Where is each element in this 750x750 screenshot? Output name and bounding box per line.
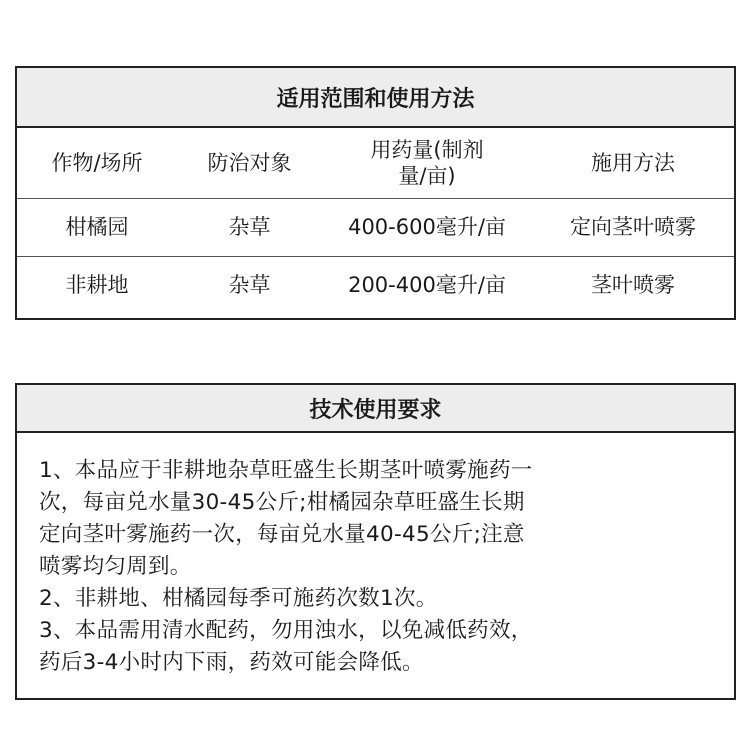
cell-method: 茎叶喷雾 [591,273,675,298]
cell-dosage: 200-400毫升/亩 [348,273,506,298]
requirements-line: 2、非耕地、柑橘园每季可施药次数1次。 [39,586,438,611]
requirements-line: 药后3-4小时内下雨，药效可能会降低。 [39,650,424,675]
cell-target: 杂草 [228,273,271,298]
cell-target: 杂草 [177,198,322,256]
table-row [17,198,734,256]
usage-section [15,66,736,320]
requirements-line: 3、本品需用清水配药，勿用浊水，以免减低药效， [39,618,533,643]
requirements-line: 定向茎叶雾施药一次，每亩兑水量40-45公斤;注意 [39,522,525,547]
cell-crop: 柑橘园 [17,198,177,256]
cell-crop: 非耕地 [65,273,129,298]
usage-section-title: 适用范围和使用方法 [17,68,734,128]
usage-table-header-row [17,128,734,198]
table-row [17,256,734,314]
header-method: 施用方法 [532,128,734,198]
header-target: 防治对象 [177,128,322,198]
header-dosage-line1: 用药量(制剂 [370,137,484,162]
requirements-text [17,433,734,679]
usage-table [17,128,734,314]
header-crop: 作物/场所 [17,128,177,198]
header-dosage-line2: 量/亩) [398,163,456,188]
cell-dosage: 400-600毫升/亩 [322,198,532,256]
requirements-line: 次，每亩兑水量30-45公斤;柑橘园杂草旺盛生长期 [39,490,525,515]
requirements-section [15,383,736,700]
cell-method: 定向茎叶喷雾 [532,198,734,256]
requirements-line: 1、本品应于非耕地杂草旺盛生长期茎叶喷雾施药一 [39,458,533,483]
requirements-section-title: 技术使用要求 [17,385,734,433]
header-dosage [322,128,532,198]
requirements-line: 喷雾均匀周到。 [39,554,192,579]
